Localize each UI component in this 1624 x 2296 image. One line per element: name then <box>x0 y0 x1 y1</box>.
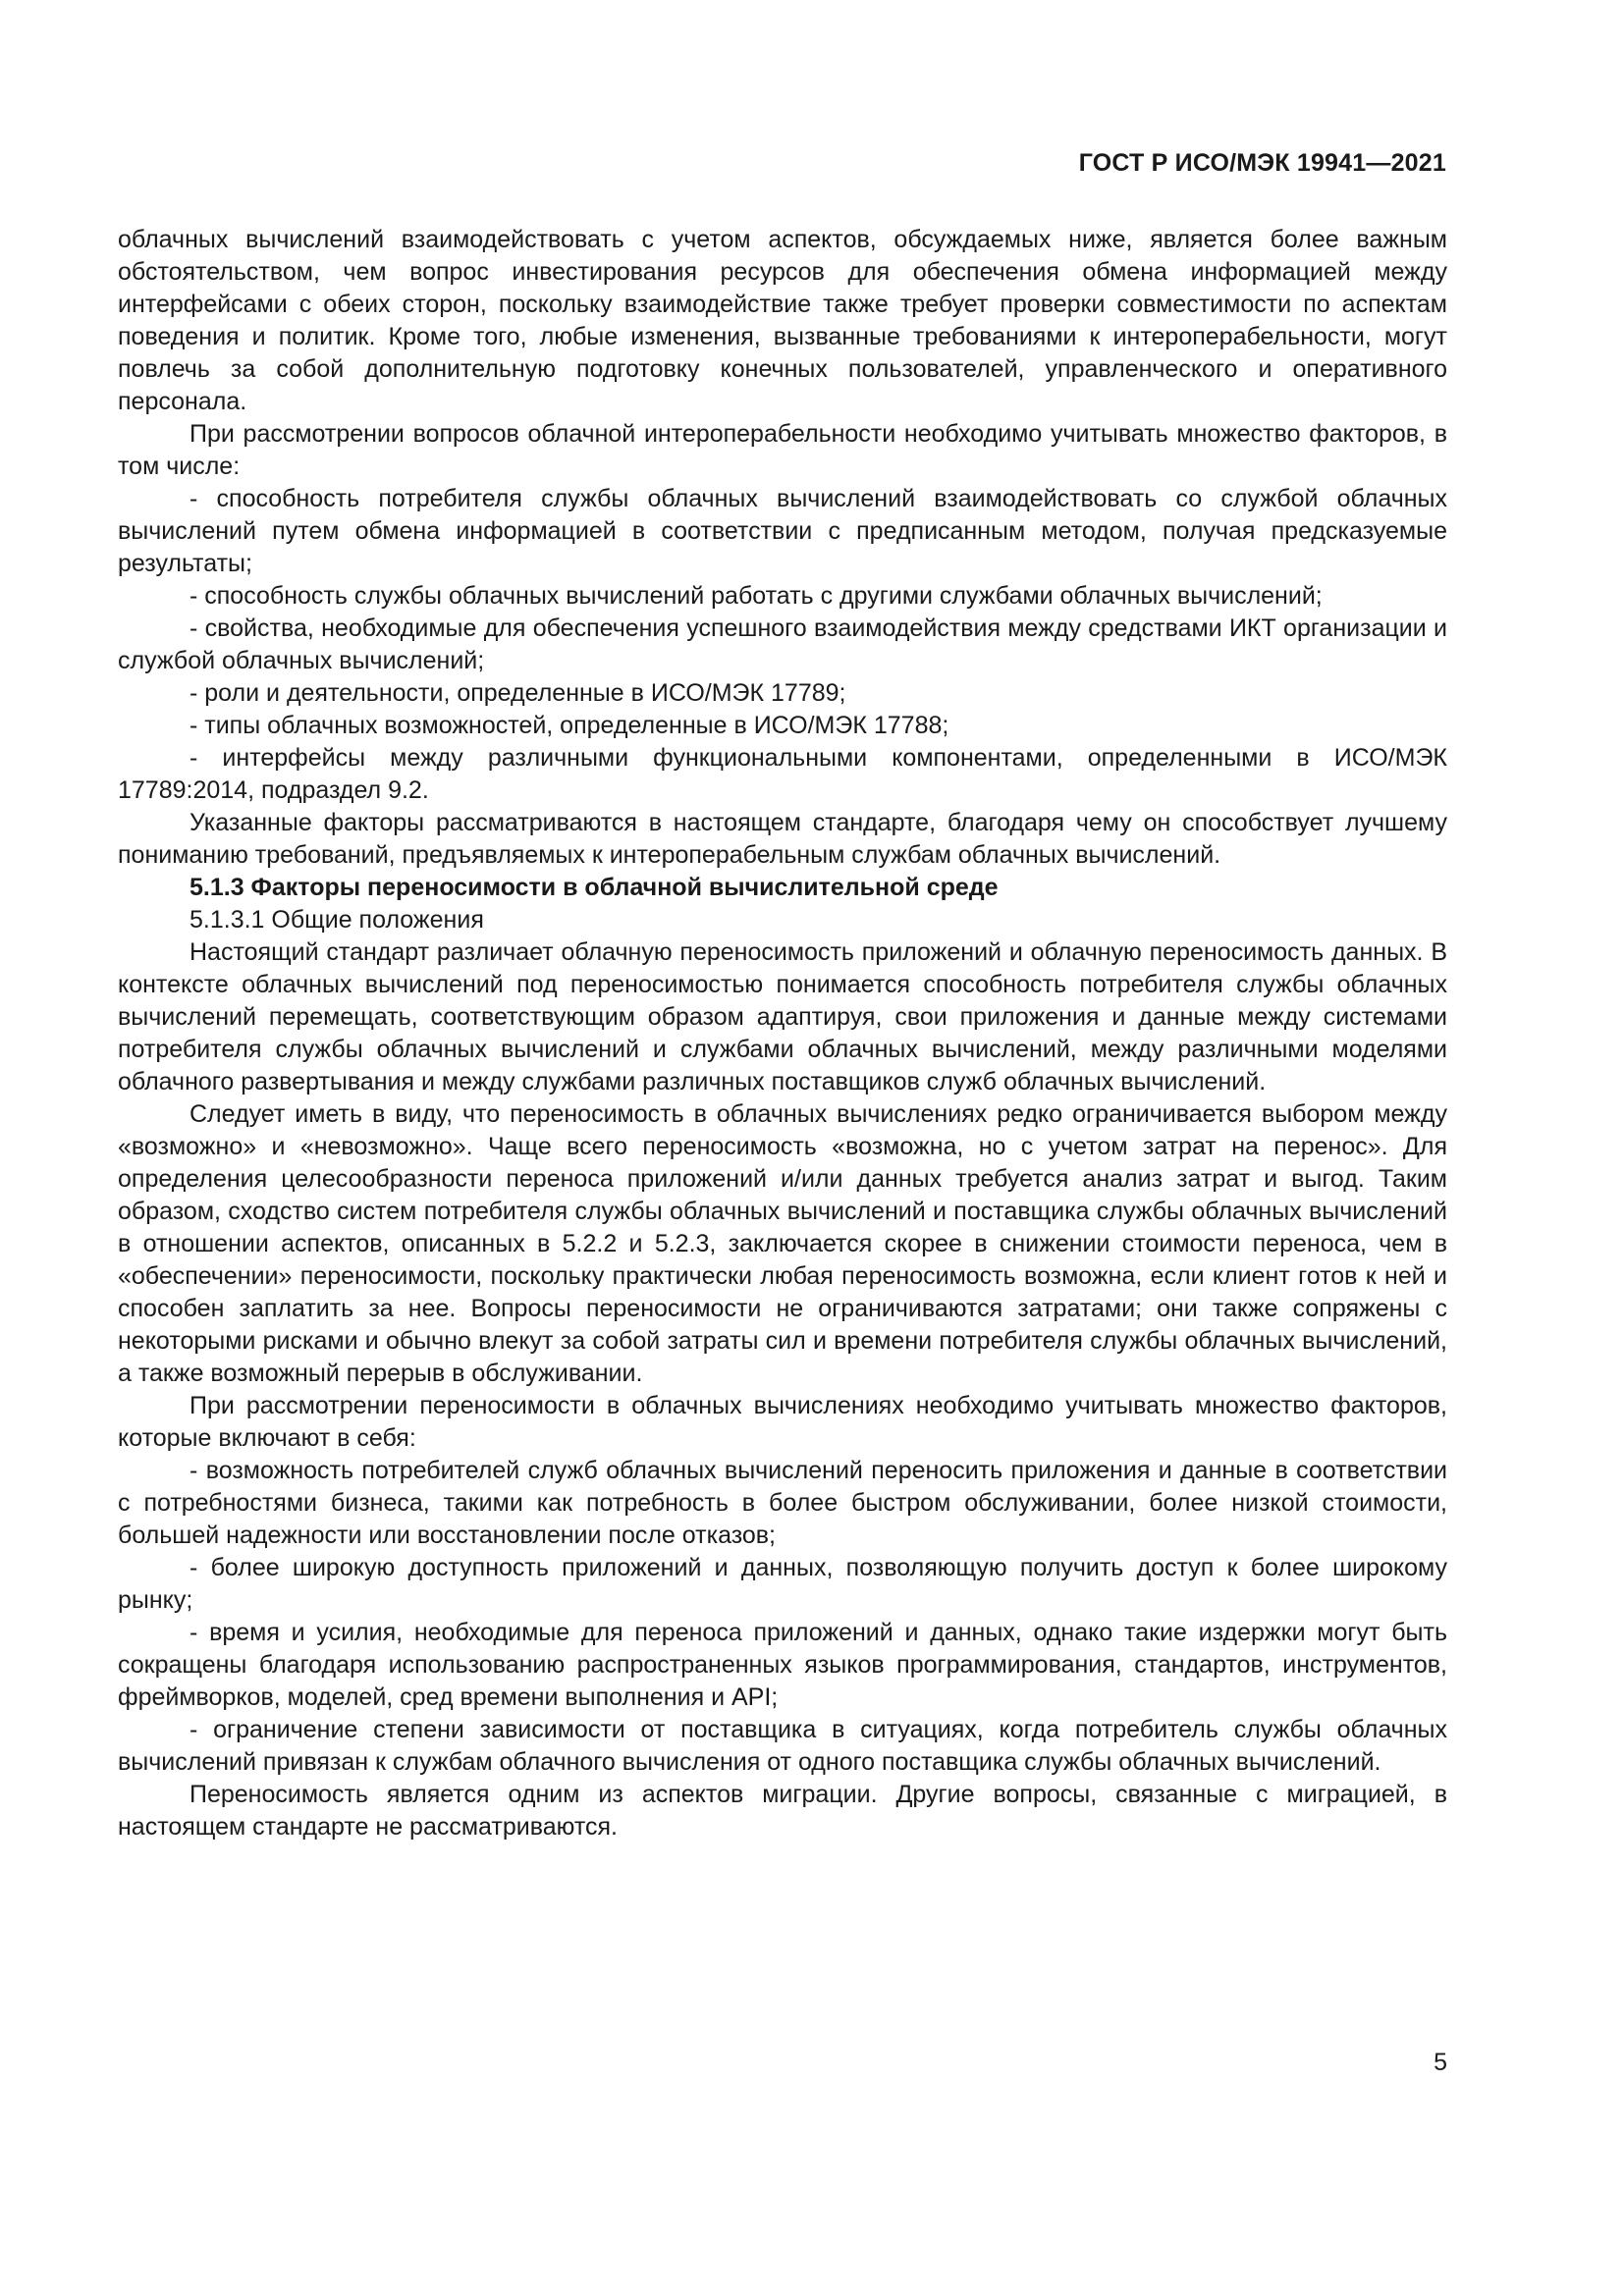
list-item: - типы облачных возможностей, определенные в ИСО/МЭК 17788; <box>189 712 949 739</box>
paragraph: Указанные факторы рассматриваются в настоящем стандарте, благодаря чему он способствует лучшему пониманию требований, предъявляемых к интероперабельным службам облачных вычислений. <box>118 809 1447 869</box>
list-item: - ограничение степени зависимости от поставщика в ситуациях, когда потребитель службы облачных вычислений привязан к службам облачного вычисления от одного поставщика службы облачных вычислений. <box>118 1716 1447 1776</box>
list-item: - способность потребителя службы облачных вычислений взаимодействовать со службой облачных вычислений путем обмена информацией в соответствии с предписанным методом, получая предсказуемые результаты; <box>118 485 1447 577</box>
page-number: 5 <box>1434 2049 1447 2076</box>
section-heading: 5.1.3 Факторы переносимости в облачной вычислительной среде <box>189 874 999 901</box>
paragraph: При рассмотрении переносимости в облачных вычислениях необходимо учитывать множество факторов, которые включают в себя: <box>118 1392 1447 1452</box>
paragraph: При рассмотрении вопросов облачной интероперабельности необходимо учитывать множество факторов, в том числе: <box>118 420 1447 480</box>
list-item: - роли и деятельности, определенные в ИСО/МЭК 17789; <box>189 679 846 707</box>
list-item: - время и усилия, необходимые для переноса приложений и данных, однако такие издержки могут быть сокращены благодаря использованию распространенных языков программирования, стандартов, инструментов, фреймворков, моделей, сред времени выполнения и API; <box>118 1619 1447 1711</box>
paragraph: Настоящий стандарт различает облачную переносимость приложений и облачную переносимость данных. В контексте облачных вычислений под переносимостью понимается способность потребителя службы облачных вычислений перемещать, соответствующим образом адаптируя, свои приложения и данные между системами потребителя службы облачных вычислений и службами облачных вычислений, между различными моделями облачного развертывания и между службами различных поставщиков служб облачных вычислений. <box>118 938 1447 1095</box>
document-code-header: ГОСТ Р ИСО/МЭК 19941—2021 <box>1078 149 1446 177</box>
list-item: - способность службы облачных вычислений работать с другими службами облачных вычислений; <box>189 582 1323 610</box>
list-item: - свойства, необходимые для обеспечения успешного взаимодействия между средствами ИКТ организации и службой облачных вычислений; <box>118 614 1447 674</box>
subsection-heading: 5.1.3.1 Общие положения <box>189 906 484 934</box>
list-item: - возможность потребителей служб облачных вычислений переносить приложения и данные в соответствии с потребностями бизнеса, такими как потребность в более быстром обслуживании, более низкой стоимости, большей надежности или восстановлении после отказов; <box>118 1457 1447 1549</box>
list-item: - более широкую доступность приложений и данных, позволяющую получить доступ к более широкому рынку; <box>118 1554 1447 1614</box>
paragraph: облачных вычислений взаимодействовать с учетом аспектов, обсуждаемых ниже, является более важным обстоятельством, чем вопрос инвестирования ресурсов для обеспечения обмена информацией между интерфейсами с обеих сторон, поскольку взаимодействие также требует проверки совместимости по аспектам поведения и политик. Кроме того, любые изменения, вызванные требованиями к интероперабельности, могут повлечь за собой дополнительную подготовку конечных пользователей, управленческого и оперативного персонала. <box>118 226 1447 415</box>
paragraph: Переносимость является одним из аспектов миграции. Другие вопросы, связанные с миграцией, в настоящем стандарте не рассматриваются. <box>118 1781 1447 1841</box>
document-body <box>118 224 1447 1843</box>
paragraph: Следует иметь в виду, что переносимость в облачных вычислениях редко ограничивается выбором между «возможно» и «невозможно». Чаще всего переносимость «возможна, но с учетом затрат на перенос». Для определения целесообразности переноса приложений и/или данных требуется анализ затрат и выгод. Таким образом, сходство систем потребителя службы облачных вычислений и поставщика службы облачных вычислений в отношении аспектов, описанных в 5.2.2 и 5.2.3, заключается скорее в снижении стоимости переноса, чем в «обеспечении» переносимости, поскольку практически любая переносимость возможна, если клиент готов к ней и способен заплатить за нее. Вопросы переносимости не ограничиваются затратами; они также сопряжены с некоторыми рисками и обычно влекут за собой затраты сил и времени потребителя службы облачных вычислений, а также возможный перерыв в обслуживании. <box>118 1100 1447 1387</box>
list-item: - интерфейсы между различными функциональными компонентами, определенными в ИСО/МЭК 17789:2014, подраздел 9.2. <box>118 744 1447 804</box>
